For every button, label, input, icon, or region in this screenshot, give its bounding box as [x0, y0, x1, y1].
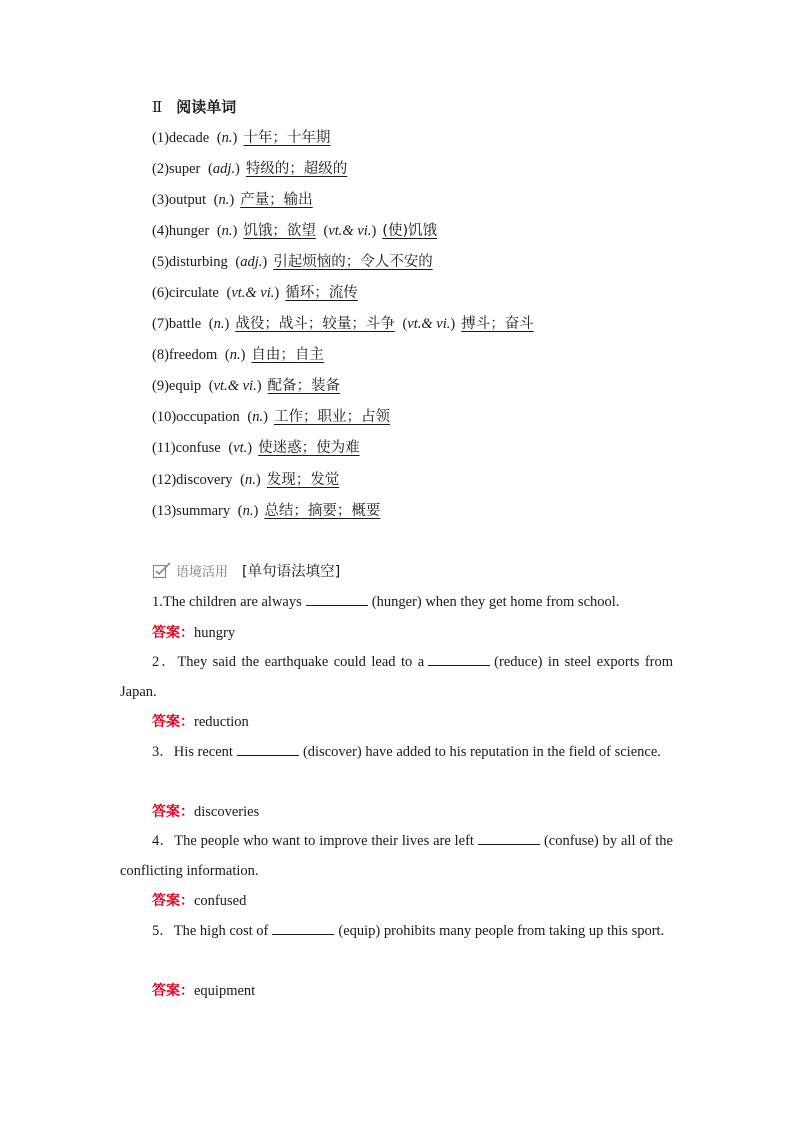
vocab-item: (11)confuse (vt.) 使迷惑；使为难 — [152, 440, 360, 456]
vocab-definition: 工作；职业；占领 — [273, 409, 390, 425]
section-title-text: 阅读单词 — [176, 100, 237, 116]
vocab-definition: 特级的；超级的 — [245, 161, 348, 177]
answer-blank — [428, 653, 490, 666]
answer-value: equipment — [194, 983, 256, 999]
vocab-item: (2)super (adj.) 特级的；超级的 — [152, 161, 348, 177]
answer-line: 答案：hungry — [152, 625, 236, 641]
answer-blank — [478, 832, 540, 845]
vocab-definition: 战役；战斗；较量；斗争 — [235, 316, 395, 332]
answer-value: confused — [194, 893, 247, 909]
vocab-definition: 循环；流传 — [285, 285, 358, 301]
vocab-definition: 引起烦恼的；令人不安的 — [273, 254, 433, 270]
question-item: 3．His recent (discover) have added to his reputation in the field of science. — [152, 744, 661, 760]
exercise-title: [单句语法填空] — [242, 564, 341, 580]
vocab-item: (6)circulate (vt.& vi.) 循环；流传 — [152, 285, 358, 301]
vocab-definition: 发现；发觉 — [266, 472, 340, 488]
answer-value: reduction — [194, 714, 249, 730]
section-roman-numeral: Ⅱ — [152, 100, 163, 116]
vocab-item: (4)hunger (n.) 饥饿；欲望 (vt.& vi.) (使)饥饿 — [152, 223, 438, 239]
vocab-item: (3)output (n.) 产量；输出 — [152, 192, 313, 208]
section-title — [152, 96, 236, 117]
vocab-definition: 配备；装备 — [267, 378, 341, 394]
vocab-definition-2: 搏斗；奋斗 — [461, 316, 534, 332]
vocab-item: (13)summary (n.) 总结；摘要；概要 — [152, 503, 381, 519]
vocab-item: (10)occupation (n.) 工作；职业；占领 — [152, 409, 390, 425]
answer-line: 答案：discoveries — [152, 804, 260, 820]
answer-line: 答案：equipment — [152, 983, 256, 999]
vocab-definition: 使迷惑；使为难 — [258, 440, 360, 456]
answer-value: discoveries — [194, 804, 260, 820]
vocab-definition: 饥饿；欲望 — [243, 223, 316, 239]
vocab-item: (1)decade (n.) 十年；十年期 — [152, 130, 331, 146]
answer-line: 答案：confused — [152, 893, 247, 909]
checkbox-pencil-icon — [152, 561, 172, 584]
answer-line: 答案：reduction — [152, 714, 249, 730]
answer-blank — [272, 922, 334, 935]
question-item: 4．The people who want to improve their lives are left (confuse) by all of the conflicting information. — [120, 833, 673, 879]
vocab-definition: 自由；自主 — [251, 347, 324, 363]
vocab-definition: 总结；摘要；概要 — [264, 503, 381, 519]
exercise-header — [152, 560, 340, 584]
vocab-item: (7)battle (n.) 战役；战斗；较量；斗争 (vt.& vi.) 搏斗；奋斗 — [152, 316, 534, 332]
vocab-item: (9)equip (vt.& vi.) 配备；装备 — [152, 378, 341, 394]
vocab-definition: 十年；十年期 — [243, 130, 331, 146]
answer-blank — [306, 593, 368, 606]
question-item: 1.The children are always (hunger) when they get home from school. — [152, 594, 620, 610]
vocab-definition-2: (使)饥饿 — [382, 223, 438, 239]
vocab-definition: 产量；输出 — [240, 192, 313, 208]
question-item: 5．The high cost of (equip) prohibits many people from taking up this sport. — [152, 923, 665, 939]
question-item: 2．They said the earthquake could lead to a (reduce) in steel exports from Japan. — [120, 654, 674, 700]
vocab-item: (12)discovery (n.) 发现；发觉 — [152, 472, 340, 488]
vocab-item: (5)disturbing (adj.) 引起烦恼的；令人不安的 — [152, 254, 433, 270]
answer-blank — [237, 743, 299, 756]
vocab-item: (8)freedom (n.) 自由；自主 — [152, 347, 324, 363]
exercise-label: 语境活用 — [176, 565, 229, 580]
answer-value: hungry — [194, 625, 236, 641]
